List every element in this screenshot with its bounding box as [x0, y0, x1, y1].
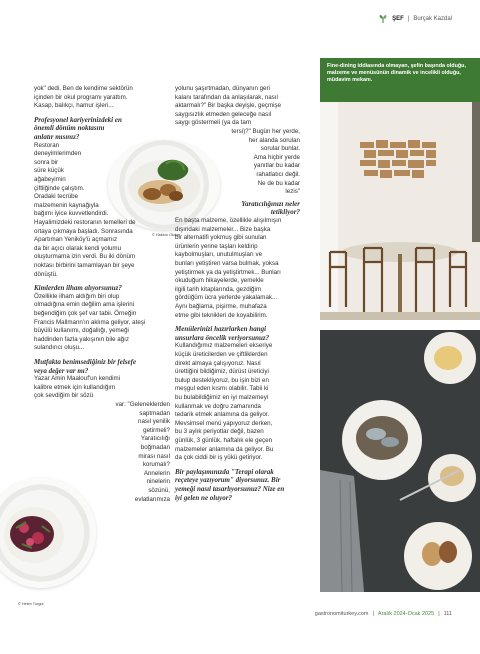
- body-text-line: ürünlerin yerine taşları keldirip: [175, 242, 258, 250]
- body-text-line: Apartıman Yeniköy'ü açmamız: [34, 236, 118, 244]
- body-text-line: her alanda sorulan: [248, 136, 300, 144]
- leaf-icon: [378, 14, 388, 24]
- body-text-line: süre küçük: [34, 167, 64, 175]
- question-heading-line: Kimlerden ilham alıyorsunuz?: [34, 284, 122, 293]
- body-text-line: Annelerin: [143, 469, 170, 477]
- body-text-line: saygı gösterme​li (ya da tam: [175, 119, 251, 127]
- body-text-line: sorular bunlar.: [260, 145, 300, 153]
- question-heading-line: veya değer var mı?: [34, 366, 89, 375]
- highlight-quote-box: Fine-dining iddiasında olmayan, şefin başında olduğu, malzeme ve menüsünün dinamik ve incelikli olduğu, müdavim mekanı.: [320, 58, 480, 102]
- food-plate-photo-2: [0, 478, 96, 588]
- question-heading-line: unsurlara öncelik veriyorsunuz?: [175, 333, 270, 342]
- body-text-line: En başta malzeme, özellikle alışılmışın: [175, 217, 282, 224]
- body-text-line: meşgul eden kısmı olabilir. Tabii ki: [175, 385, 269, 393]
- body-text-line: kalibre etmek için kullandığım: [34, 383, 116, 391]
- body-text-line: sözünü,: [148, 487, 170, 494]
- body-text-line: bu 3 aylık periyotlar değil, bazen: [175, 428, 264, 436]
- question-heading-line: önemli dönüm noktasını: [34, 124, 105, 133]
- body-text-line: Hayalimizdeki restoranın temelleri de: [34, 219, 136, 226]
- interior-illustration: [320, 102, 480, 320]
- body-text-line: etme gibi teknikleri de koyabilirim.: [175, 311, 268, 319]
- question-heading-line: Profesyonel kariyerinizdeki en: [34, 115, 122, 124]
- body-text-line: kaybolmuşları, unutulmuşları ve: [175, 251, 263, 259]
- body-text-line: Francis Mallmann'ın aklıma geliyor, ateşi: [34, 318, 146, 326]
- body-text-line: yanıtlar bu kadar: [253, 162, 300, 170]
- body-text-line: dışındaki malzemeler... Bize başka: [175, 225, 271, 233]
- body-text-line: nasıl yenilik: [138, 418, 170, 426]
- dishes-illustration: [320, 330, 480, 592]
- body-text-line: kullanmak ve doğru zamanında: [175, 402, 261, 410]
- body-text-line: sulandırıcı oluşu...: [34, 344, 85, 352]
- body-text-line: ürettiğini bildiğimiz, dürüst üreticiyi: [175, 368, 269, 376]
- body-text-line: korumalı?: [142, 461, 170, 469]
- body-text-line: bulup destekliyoruz, bu işin bizi en: [175, 376, 269, 384]
- footer-separator-1: |: [372, 611, 374, 617]
- body-text-line: oluşturmama izin verdi. Bu iki dönüm: [34, 253, 136, 261]
- footer-date: Aralık 2024-Ocak 2025: [377, 611, 435, 617]
- body-text-line: var: "Geleneklerden: [115, 401, 170, 408]
- body-text-line: bu bulabildiğimiz en iyi malzemeyi: [175, 394, 269, 401]
- question-heading-line: anlatır mısınız?: [34, 133, 80, 141]
- body-text-line: getirmeli?: [143, 426, 170, 434]
- question-heading-line: tetikliyor?: [270, 208, 300, 217]
- body-text-line: bir alternatifi yokmuş gibi sunulan: [175, 234, 267, 242]
- question-heading-line: yemeği nasıl tasarlıyorsunuz? Nize en: [175, 485, 285, 493]
- body-text-line: bağımı iyice kuvvetlendirdi.: [34, 210, 109, 218]
- body-text-line: ilgili tarih kitaplarında, gezdiğim: [175, 285, 261, 293]
- body-text-line: küçük üreticilerden ve çiftliklerden: [175, 351, 268, 358]
- body-text-line: malzemeler anlamına da geliyor. Bu: [175, 445, 274, 453]
- body-text-line: Aynı bağlama, pişirme, muhafaza: [175, 303, 267, 310]
- body-text-line: deneyimlerimden: [34, 150, 82, 158]
- body-text-line: gördüğüm ücra yerlerde yakalamak...: [175, 294, 278, 302]
- question-heading-line: Mutfakta benimsediğiniz bir felsefe: [34, 358, 137, 366]
- page-footer: [315, 611, 452, 617]
- body-text-line: olmadığına emin değilim ama işlerini: [34, 301, 135, 309]
- body-text-line: saptmadan: [139, 409, 170, 417]
- page-number: 111: [443, 611, 452, 617]
- body-text-line: kalanı tarafından da anlaşılarak, nasıl: [175, 93, 278, 101]
- body-text-line: bunları yetiştiren varsa bulmak, yoksa: [175, 260, 279, 267]
- body-text-line: noktası birbirini tamamlayan bir şeye: [34, 262, 135, 269]
- body-text-line: ağabeyimin: [34, 176, 66, 183]
- body-text-line: Yaratıcılığı: [140, 435, 170, 443]
- body-text-line: çiftliğinde çalıştım.: [34, 184, 85, 192]
- body-text-line: haddinden fazla yakışının bile ağız: [34, 335, 129, 343]
- body-text-line: boğmadan: [140, 444, 170, 451]
- photo-credit-1: © Haldun Okdaş: [152, 233, 180, 237]
- body-text-line: Ne de bu kadar: [257, 179, 300, 187]
- body-text-line: Oradaki tecrübe: [34, 193, 79, 201]
- body-text-line: dönüştü.: [34, 270, 58, 278]
- question-heading-line: iyi gelen ne oluyor?: [175, 493, 232, 502]
- body-text-line: büyülü kullanımı, doğallığı, yemeği: [34, 327, 129, 335]
- body-text-line: Restoran: [34, 141, 60, 149]
- body-text-line: malzemenin kaynağıyla: [34, 201, 99, 209]
- question-heading-line: Yaratıcılığınızı neler: [241, 199, 300, 208]
- body-text-line: çok sevdiğim bir sözü: [34, 392, 94, 400]
- question-heading-line: Bir paylaşımınızda "Terapi olarak: [175, 467, 274, 476]
- body-text-line: okuduğum hikayelerde, yemekle: [175, 277, 264, 285]
- body-text-line: ninelerin: [146, 478, 170, 486]
- body-text-line: lezis": [285, 188, 300, 196]
- restaurant-interior-photo: [320, 102, 480, 320]
- footer-site: gastronomiturkey.com: [314, 611, 369, 617]
- body-text-line: tersi)?" Bugün her yerde,: [231, 128, 300, 135]
- body-text-line: Ama hiçbir yerde: [253, 153, 300, 161]
- body-text-line: tedarik etmek anlamına da geliyor.: [175, 411, 270, 419]
- header-separator: |: [407, 16, 410, 22]
- body-text-line: da çok ciddi bir iş yükü getiriyor.: [175, 454, 263, 462]
- body-text-line: günlük, 3 günlük, haftalık ele geçen: [175, 437, 273, 444]
- table-dishes-photo: [320, 330, 480, 592]
- body-text-line: Özellikle ilham aldığım biri olup: [34, 292, 120, 300]
- body-text-line: rahatlatıcı değil.: [256, 171, 300, 178]
- body-text-line: beğendiğim çok şef var tabii. Örneğin: [34, 310, 137, 317]
- body-text-line: yetiştirmek ya da yetiştirtmek... Bunları: [175, 268, 281, 276]
- question-heading-line: reçeteye yazıyorum" diyorsunuz. Bir: [175, 476, 281, 485]
- footer-separator-2: |: [438, 611, 440, 617]
- dish-illustration-2: [0, 478, 96, 588]
- photo-credit-2: © Helen Turgut: [18, 602, 44, 606]
- body-text-line: Mevsimsel menü yapıyoruz derken,: [175, 419, 273, 427]
- body-text-line: direkt almaya çalışıyoruz. Nasıl: [175, 359, 261, 367]
- author-name: Burçak Kazdal: [413, 16, 452, 22]
- body-text-line: Kasap, balıkçı, hamur işleri...: [34, 102, 114, 110]
- question-heading-line: Menülerinizi hazırlarken hangi: [175, 325, 267, 334]
- section-label: ŞEF: [392, 16, 404, 22]
- body-text-line: evlatlarımıza: [134, 495, 170, 503]
- body-text-line: yok" dedi. Ben de kendime sektörün: [34, 85, 133, 92]
- body-text-line: mirası nasıl: [138, 452, 170, 460]
- body-text-line: yolunu şaşırtmadan, dünyanın geri: [175, 85, 270, 92]
- body-text-line: içinden bir okul programı yarattım.: [34, 93, 128, 101]
- body-text-line: Yazar Amin Maalouf'un kendimi: [34, 375, 121, 383]
- body-text-line: Kullandığımız malzemeleri ekseriye: [175, 342, 273, 350]
- page-header: [378, 14, 452, 24]
- body-text-line: ortaya çıkmaya başladı. Sonrasında: [34, 227, 133, 235]
- body-text-line: sonra bir: [34, 158, 59, 166]
- body-text-line: da bir açıcı olarak kendi yolumu: [34, 244, 122, 252]
- body-text-line: saygısızlık etmeden geleceğe nasıl: [175, 110, 272, 118]
- body-text-line: aktarmalı?" Bir başka deyişle, geçmişe: [175, 102, 282, 110]
